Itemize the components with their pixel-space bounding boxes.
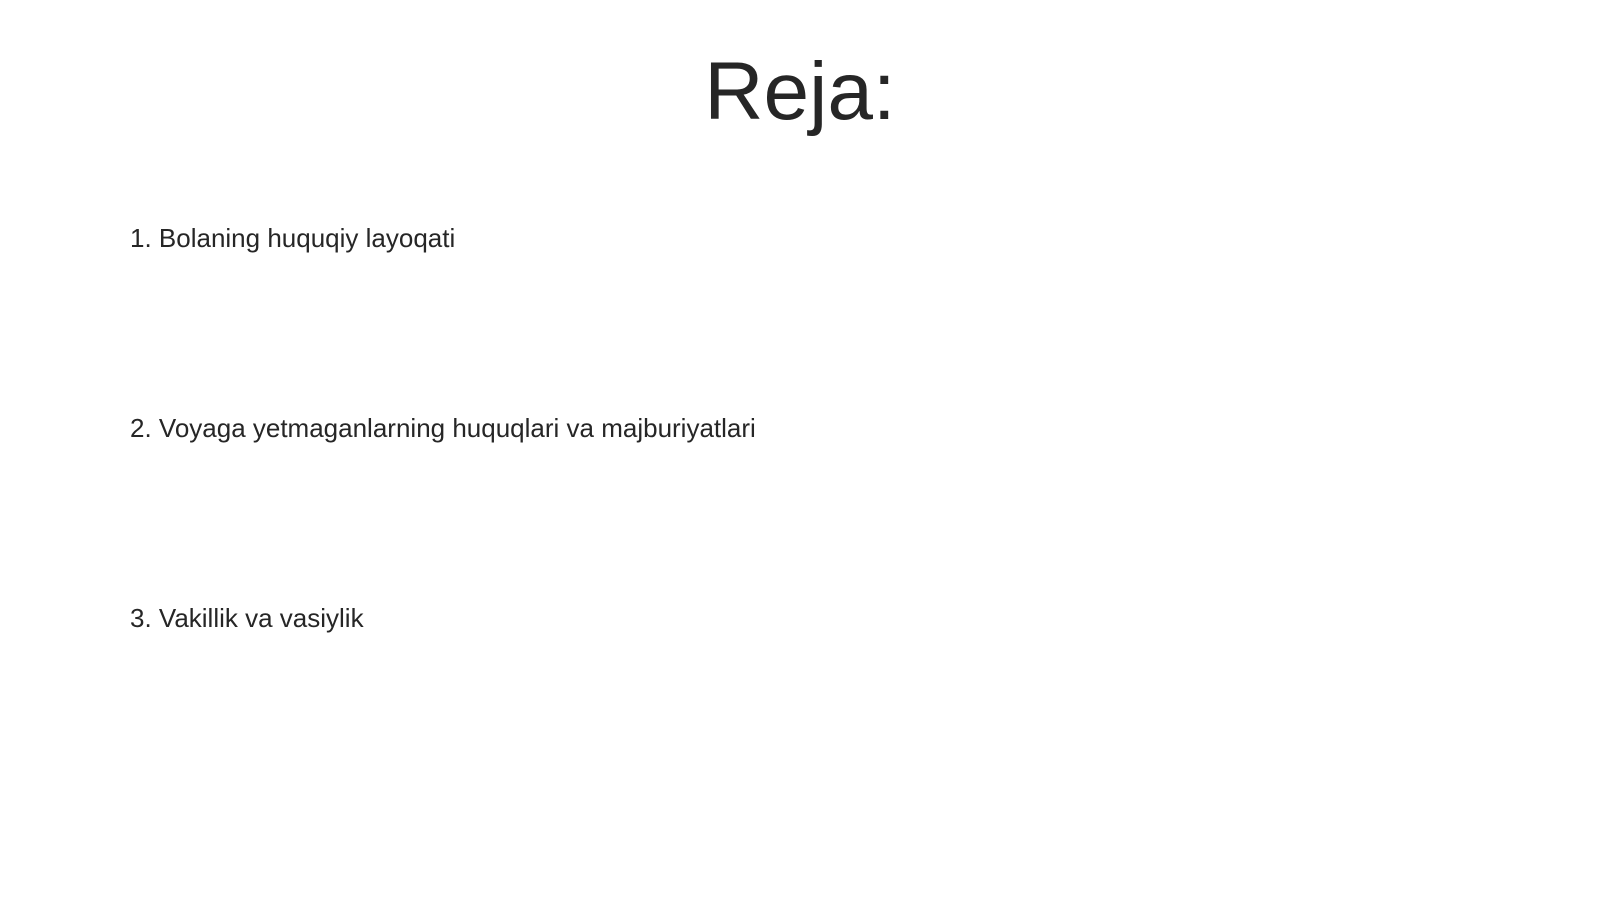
plan-item-2: 2. Voyaga yetmaganlarning huquqlari va majburiyatlari xyxy=(130,413,756,443)
plan-item-1: 1. Bolaning huquqiy layoqati xyxy=(130,223,456,253)
plan-item-3: 3. Vakillik va vasiylik xyxy=(130,603,364,633)
slide-title: Reja: xyxy=(704,46,896,137)
